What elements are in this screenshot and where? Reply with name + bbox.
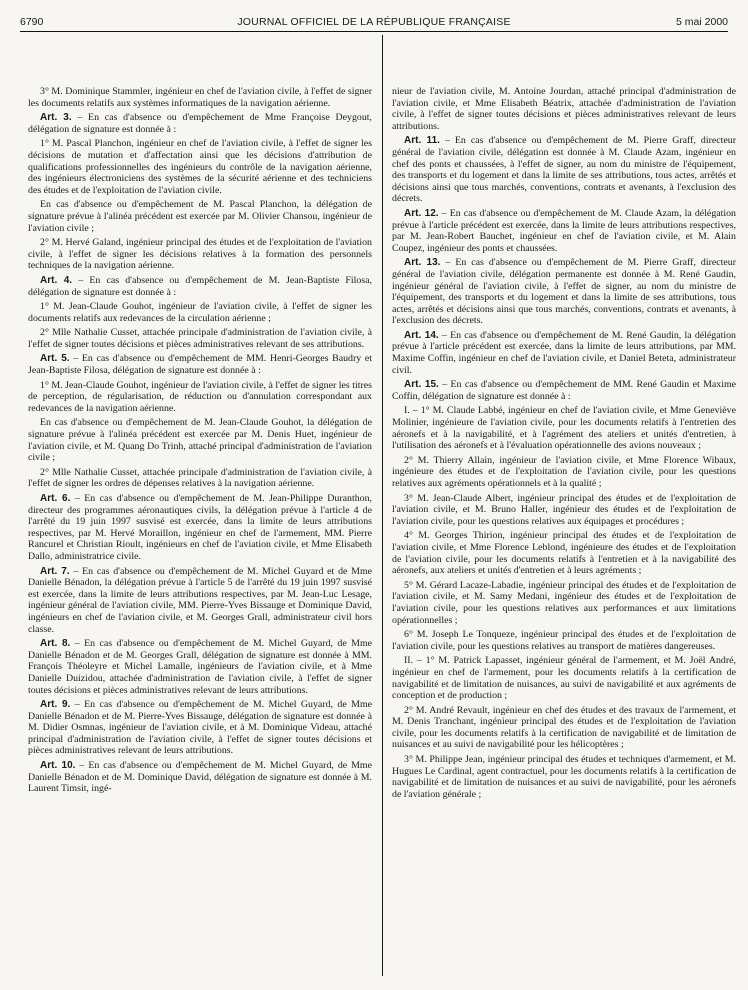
paragraph	[392, 379, 736, 402]
paragraph	[28, 353, 372, 376]
paragraph-text: – En cas d'absence ou d'empêchement de M. Michel Guyard, de Mme Danielle Bénadon et de M. Dominique David, délégation de signature est donnée à M. Laurent Timsit, ingé-	[28, 760, 372, 795]
paragraph-text: 6° M. Joseph Le Tonqueze, ingénieur principal des études et de l'exploitation de l'aviation civile, pour les questions relatives au transport de matières dangereuses.	[392, 629, 736, 652]
article-label: Art. 3.	[40, 112, 72, 124]
paragraph	[28, 699, 372, 757]
paragraph-text: 5° M. Gérard Lacaze-Labadie, ingénieur principal des études et de l'exploitation de l'aviation civile, et M. Samy Medani, ingénieur des études et de l'exploitation de l'aviation civile, pour les questions relatives aux performances et aux limitations opérationnelles ;	[392, 579, 736, 626]
paragraph-text: En cas d'absence ou d'empêchement de M. Pascal Planchon, la délégation de signature prévue à l'alinéa précédent est exercée par M. Olivier Chansou, ingénieur de l'aviation civile ;	[28, 199, 372, 234]
article-label: Art. 12.	[404, 207, 439, 219]
paragraph-text: – En cas d'absence ou d'empêchement de Mme Françoise Deygout, délégation de signature est donnée à :	[28, 112, 372, 135]
issue-date: 5 mai 2000	[676, 16, 728, 28]
paragraph-text: 1° M. Jean-Claude Gouhot, ingénieur de l'aviation civile, à l'effet de signer les documents relatifs aux redevances de la circulation aérienne ;	[28, 301, 372, 324]
paragraph	[28, 327, 372, 350]
paragraph	[392, 135, 736, 205]
paragraph-text: II. – 1° M. Patrick Lapasset, ingénieur général de l'armement, et M. Joël André, ingénieur en chef de l'armement, pour les documents relatifs à la certification de navigabilité et de limitation de nuisances, au suivi de navigabilité et aux agréments de conception et de production ;	[392, 655, 736, 702]
paragraph-text: – En cas d'absence ou d'empêchement de M. Claude Azam, la délégation prévue à l'article précédent est exercée, dans la limite de leurs attributions respectives, par M. Jean-Robert Bauchet, ingénieur en chef de l'aviation civile, et M. Alain Coupez, ingénieur des ponts et chaussées.	[392, 207, 736, 254]
paragraph	[392, 493, 736, 528]
paragraph-text: – En cas d'absence ou d'empêchement de M. Pierre Graff, directeur général de l'aviation civile, délégation permanente est donnée à M. René Gaudin, ingénieur général de l'aviation civile, à l'effet de signer, au nom du ministre de l'équipement, des transports et du logement et dans la limite de ses attributions, tous actes, arrêtés et décisions ainsi que tous marchés, conventions, contrats et avenants, à l'exclusion des décrets.	[392, 257, 736, 327]
paragraph-text: – En cas d'absence ou d'empêchement de MM. René Gaudin et Maxime Coffin, délégation de signature est donnée à :	[392, 379, 736, 402]
paragraph	[28, 301, 372, 324]
paragraph-text: 2° Mlle Nathalie Cusset, attachée principale d'administration de l'aviation civile, à l'effet de signer les ordres de dépenses relatives à la navigation aérienne.	[28, 466, 372, 490]
paragraph	[28, 467, 372, 490]
paragraph	[28, 199, 372, 234]
article-label: Art. 15.	[404, 379, 439, 391]
paragraph-text: 1° M. Jean-Claude Gouhot, ingénieur de l'aviation civile, à l'effet de signer les titres de perception, de régularisation, de réduction ou d'annulation correspondant aux redevances de la navigation aérienne.	[28, 379, 372, 414]
journal-title: JOURNAL OFFICIEL DE LA RÉPUBLIQUE FRANÇAISE	[237, 16, 511, 28]
article-label: Art. 5.	[40, 353, 70, 365]
article-label: Art. 6.	[40, 493, 71, 504]
paragraph-text: 2° M. Hervé Galand, ingénieur principal des études et de l'exploitation de l'aviation civile, à l'effet de signer les décisions relatives à la formation des personnels techniques de la navigation aérienne.	[28, 237, 372, 272]
paragraph	[28, 638, 372, 696]
paragraph-text: – En cas d'absence ou d'empêchement de M. Michel Guyard, de Mme Danielle Bénadon et de M. Georges Grall, délégation de signature est donnée à MM. François Théoleyre et Michel Lamalle, ingénieurs de l'aviation civile, et à Mme Danielle Duizidou, attachée d'administration de l'aviation civile, à l'effet de signer toutes décisions et pièces administratives relevant de leurs attributions.	[28, 638, 372, 696]
paragraph	[392, 580, 736, 626]
paragraph-text: – En cas d'absence ou d'empêchement de M. Michel Guyard et de Mme Danielle Bénadon, la délégation prévue à l'article 5 de l'arrêté du 19 juin 1997 susvisé est exercée, dans la limite de leurs attributions respectives, par M. Jean-Luc Lesage, ingénieur général de l'aviation civile, MM. Pierre-Yves Bissauge et Dominique David, ingénieurs en chef de l'aviation civile, et M. Georges Grall, administrateur civil hors classe.	[28, 565, 372, 635]
paragraph	[392, 86, 736, 132]
paragraph-text: En cas d'absence ou d'empêchement de M. Jean-Claude Gouhot, la délégation de signature prévue à l'alinéa précédent est exercée par M. Denis Huet, ingénieur de l'aviation civile, et M. Quang Do Trinh, attaché principal d'administration de l'aviation civile ;	[28, 417, 372, 464]
paragraph-text: – En cas d'absence ou d'empêchement de M. Pierre Graff, directeur général de l'aviation civile, délégation est donnée à M. Claude Azam, ingénieur en chef des ponts et chaussées, à l'effet de signer, au nom du ministre de l'équipement, des transports et du logement et dans la limite de ses attributions, tous actes, arrêtés et décisions ainsi que tous marchés, conventions, contrats et avenants, à l'exclusion des décrets.	[392, 135, 736, 205]
paragraph-text: – En cas d'absence ou d'empêchement de MM. Henri-Georges Baudry et Jean-Baptiste Filosa, délégation de signature est donnée à :	[28, 353, 372, 377]
paragraph	[392, 405, 736, 451]
paragraph-text: – En cas d'absence ou d'empêchement de M. Michel Guyard, de Mme Danielle Bénadon et de M. Pierre-Yves Bissauge, délégation de signature est donnée à M. Didier Osmnas, ingénieur de l'aviation civile, et à M. Dominique Videau, attaché principal d'administration de l'aviation civile, à l'effet de signer toutes décisions et pièces administratives relevant de leurs attributions.	[28, 699, 372, 757]
paragraph-text: 2° M. Thierry Allain, ingénieur de l'aviation civile, et Mme Florence Wibaux, ingénieure des études et de l'exploitation de l'aviation civile, pour les questions relatives aux agréments opérationnels et à la qualité ;	[392, 454, 736, 489]
right-column	[392, 86, 736, 981]
paragraph	[28, 566, 372, 636]
article-label: Art. 13.	[404, 257, 441, 269]
paragraph	[392, 629, 736, 652]
page-number: 6790	[20, 16, 44, 28]
paragraph-text: 3° M. Jean-Claude Albert, ingénieur principal des études et de l'exploitation de l'aviation civile, et M. Bruno Haller, ingénieur des études et de l'exploitation de l'aviation civile, pour les questions relatives aux équipages et procédures ;	[392, 492, 736, 527]
paragraph	[392, 208, 736, 254]
paragraph-text: 1° M. Pascal Planchon, ingénieur en chef de l'aviation civile, à l'effet de signer les décisions de mutation et d'affectation ainsi que les décisions d'attribution de qualifications professionnelles des ingénieurs du contrôle de la navigation aérienne, des ingénieurs électroniciens des systèmes de la sécurité aérienne et des techniciens des études et de l'exploitation de l'aviation civile.	[28, 138, 372, 196]
paragraph	[392, 655, 736, 701]
paragraph-text: – En cas d'absence ou d'empêchement de M. René Gaudin, la délégation prévue à l'article précédent est exercée, dans la limite de leurs attributions, par MM. Maxime Coffin, ingénieur en chef de l'aviation civile, et Daniel Beteta, administrateur civil.	[392, 329, 736, 376]
paragraph	[392, 530, 736, 576]
article-label: Art. 4.	[40, 274, 73, 286]
paragraph	[28, 493, 372, 563]
paragraph-text: 4° M. Georges Thirion, ingénieur principal des études et de l'exploitation de l'aviation civile, et Mme Florence Leblond, ingénieure des études et de l'exploitation de l'aviation civile, pour les documents relatifs à l'entretien et à la navigabilité des aéronefs, aux ateliers et unités d'entretien et à leurs agréments ;	[392, 530, 736, 577]
paragraph	[28, 138, 372, 196]
paragraph	[28, 275, 372, 298]
article-label: Art. 11.	[404, 135, 440, 147]
paragraph	[392, 754, 736, 800]
article-label: Art. 9.	[40, 699, 71, 711]
paragraph	[28, 86, 372, 109]
article-label: Art. 7.	[40, 565, 70, 577]
paragraph-text: 2° M. André Revault, ingénieur en chef des études et des travaux de l'armement, et M. Denis Tranchant, ingénieur principal des études et de l'exploitation de l'aviation civile, pour les documents relatifs à la certification de navigabilité et de limitation de nuisances et au suivi de navigabilité pour les hélicoptères ;	[392, 704, 736, 751]
paragraph-text: I. – 1° M. Claude Labbé, ingénieur en chef de l'aviation civile, et Mme Geneviève Molinier, ingénieure de l'aviation civile, pour les documents relatifs à l'entretien des aéronefs et à la navigabilité, et à l'agrément des ateliers et unités d'entretien, à l'utilisation des aéronefs et à l'évaluation opérationnelle des avions nouveaux ;	[392, 405, 736, 452]
paragraph	[28, 380, 372, 415]
column-divider	[382, 35, 383, 976]
paragraph-text: – En cas d'absence ou d'empêchement de M. Jean-Baptiste Filosa, délégation de signature est donnée à :	[28, 274, 372, 298]
article-label: Art. 14.	[404, 329, 439, 341]
paragraph-text: 2° Mlle Nathalie Cusset, attachée principale d'administration de l'aviation civile, à l'effet de signer toutes décisions et pièces administratives relevant de ses attributions.	[28, 327, 372, 350]
article-label: Art. 10.	[40, 760, 76, 772]
header-rule	[20, 31, 728, 32]
paragraph	[392, 257, 736, 327]
paragraph	[28, 417, 372, 463]
paragraph	[28, 237, 372, 272]
paragraph	[28, 112, 372, 135]
paragraph-text: 3° M. Dominique Stammler, ingénieur en chef de l'aviation civile, à l'effet de signer les documents relatifs aux systèmes informatiques de la navigation aérienne.	[28, 86, 372, 109]
paragraph-text: 3° M. Philippe Jean, ingénieur principal des études et techniques d'armement, et M. Hugues Le Cardinal, agent contractuel, pour les documents relatifs à la certification de navigabilité et de limitation de nuisances et au suivi de navigabilité, pour les aéronefs de l'aviation générale ;	[392, 754, 736, 800]
paragraph-text: nieur de l'aviation civile, M. Antoine Jourdan, attaché principal d'administration de l'aviation civile, et Mme Elisabeth Béatrix, attachée d'administration de l'aviation civile, à l'effet de signer toutes décisions et pièces administratives relevant de leurs attributions.	[392, 86, 736, 132]
paragraph-text: – En cas d'absence ou d'empêchement de M. Jean-Philippe Duranthon, directeur des programmes aéronautiques civils, la délégation prévue à l'article 4 de l'arrêté du 19 juin 1997 susvisé est exercée, dans la limite de leurs attributions respectives, par M. Hervé Moraillon, ingénieur en chef de l'armement, MM. Pierre Rancurel et Christian Rioult, ingénieurs en chef de l'aviation civile, et Mme Elisabeth Dallo, administratrice civile.	[28, 493, 372, 562]
paragraph	[392, 455, 736, 490]
paragraph	[392, 330, 736, 376]
paragraph	[28, 760, 372, 795]
paragraph	[392, 705, 736, 751]
left-column	[28, 86, 372, 981]
article-label: Art. 8.	[40, 638, 71, 650]
